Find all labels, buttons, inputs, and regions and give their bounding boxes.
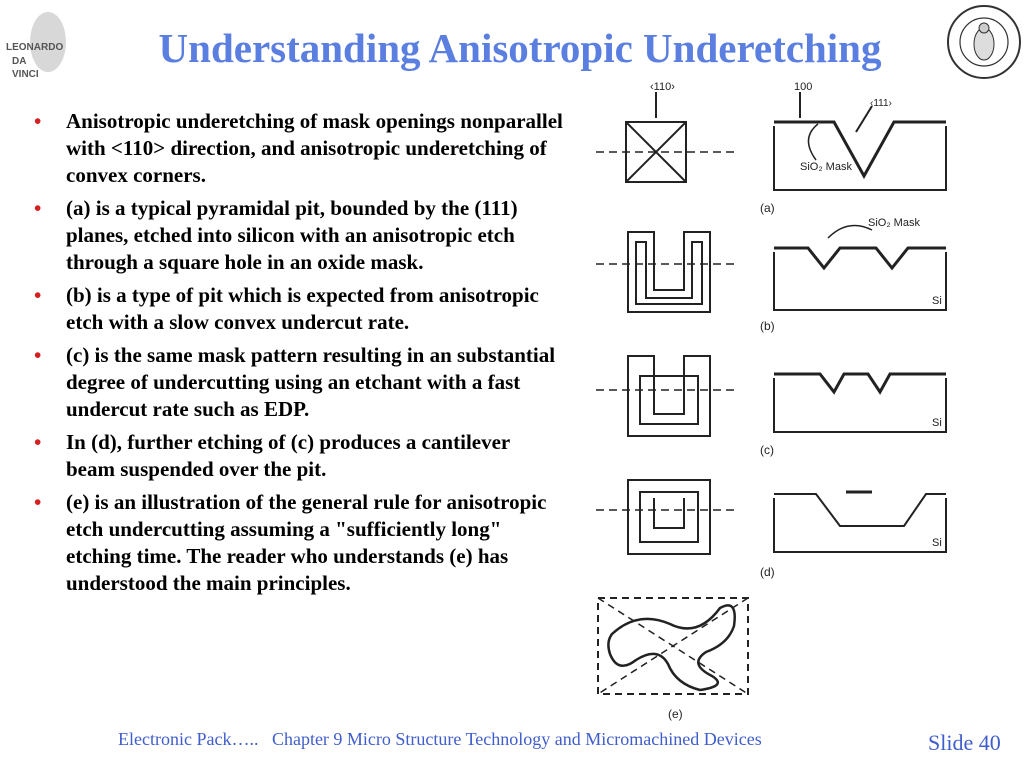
logo-text-line-2: DA	[12, 56, 27, 67]
bullet-marker: •	[34, 490, 42, 514]
a-mask-pointer	[808, 124, 818, 160]
anisotropic-etch-figure	[588, 78, 968, 726]
label-111: ‹111›	[870, 98, 892, 109]
bullet-item-5	[34, 429, 564, 483]
bullet-text: Anisotropic underetching of mask openings nonparallel with <110> direction, and anisotropic underetching of convex corners.	[66, 109, 563, 187]
label-si-b: Si	[932, 295, 942, 307]
d-cantilever	[654, 498, 684, 528]
bullet-text: (e) is an illustration of the general rule for anisotropic etch undercutting assuming a "sufficiently long" etching time. The reader who understands (e) has understood the main principles.	[66, 490, 547, 595]
bullet-item-3	[34, 282, 564, 336]
bullet-marker: •	[34, 343, 42, 367]
bullet-item-4	[34, 342, 564, 423]
label-b: (b)	[760, 319, 775, 333]
figure-a	[596, 81, 946, 215]
b-oxide-mask	[774, 248, 946, 268]
b-u-inner	[636, 242, 702, 304]
label-100: 100	[794, 81, 813, 93]
bullet-marker: •	[34, 196, 42, 220]
slide-title: Understanding Anisotropic Underetching	[158, 25, 882, 71]
logo-text-line-1: LEONARDO	[6, 42, 64, 53]
slide-number: Slide 40	[928, 730, 1001, 755]
bullet-marker: •	[34, 283, 42, 307]
b-u-mask	[628, 232, 710, 312]
bullet-text: (a) is a typical pyramidal pit, bounded by the (111) planes, etched into silicon with an anisotropic etch through a square hole in an oxide mask.	[66, 196, 518, 274]
figure-d	[596, 480, 946, 579]
label-a: (a)	[760, 201, 775, 215]
label-e: (e)	[668, 707, 683, 721]
label-110: ‹110›	[650, 81, 675, 93]
label-c: (c)	[760, 443, 774, 457]
label-sio2-mask-a: SiO₂ Mask	[800, 161, 852, 173]
figure-e	[598, 598, 748, 721]
university-seal-logo	[946, 4, 1022, 80]
b-substrate-outline	[774, 252, 946, 310]
b-mask-pointer	[828, 226, 872, 239]
label-si-d: Si	[932, 537, 942, 549]
c-undercut-outline	[640, 376, 698, 424]
bullet-text: In (d), further etching of (c) produces a cantilever beam suspended over the pit.	[66, 430, 510, 481]
bullet-item-1	[34, 108, 564, 189]
label-d: (d)	[760, 565, 775, 579]
figure-c	[596, 356, 946, 457]
a-substrate-outline	[774, 126, 946, 190]
d-inner-pit	[640, 492, 698, 542]
bullet-text: (c) is the same mask pattern resulting in an substantial degree of undercutting using an etchant with a fast undercut rate such as EDP.	[66, 343, 556, 421]
label-si-c: Si	[932, 417, 942, 429]
leonardo-da-vinci-logo	[4, 4, 70, 96]
c-substrate-outline	[774, 378, 946, 432]
c-oxide-mask	[774, 374, 946, 392]
d-pit-profile	[774, 494, 946, 526]
bullet-text: (b) is a type of pit which is expected from anisotropic etch with a slow convex undercut rate.	[66, 283, 539, 334]
logo-text-line-3: VINCI	[12, 69, 39, 80]
seal-head	[979, 23, 989, 33]
footer-text: Electronic Pack….. Chapter 9 Micro Structure Technology and Micromachined Devices	[118, 729, 762, 749]
bullet-item-2	[34, 195, 564, 276]
label-sio2-mask-b: SiO₂ Mask	[868, 217, 920, 229]
bullet-item-6	[34, 489, 564, 597]
bullet-list	[34, 108, 564, 603]
figure-b	[596, 217, 946, 333]
a-arrow-111	[856, 106, 872, 132]
bullet-marker: •	[34, 109, 42, 133]
bullet-marker: •	[34, 430, 42, 454]
